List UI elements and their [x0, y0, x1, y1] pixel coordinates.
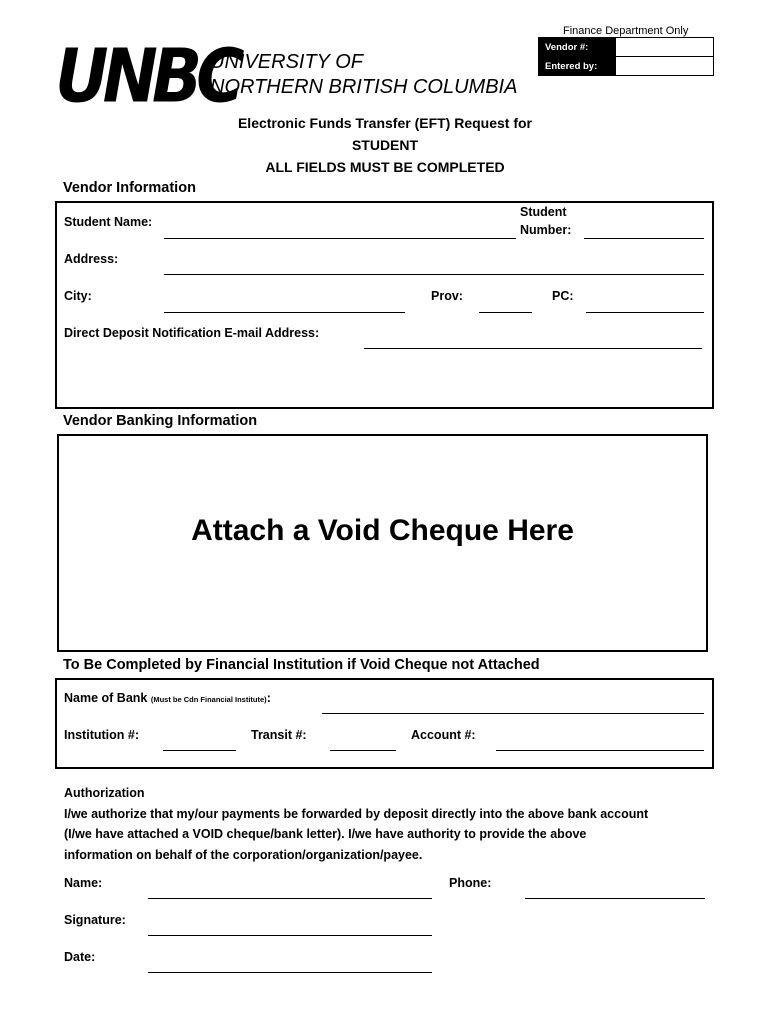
finance-box — [538, 37, 714, 76]
bank-name-label — [64, 691, 271, 705]
university-name-line1: UNIVERSITY OF — [210, 51, 363, 73]
phone-field[interactable] — [525, 898, 705, 899]
pc-label: PC: — [552, 289, 574, 303]
authorization-text-line1: I/we authorize that my/our payments be forwarded by deposit directly into the above bank account — [64, 806, 649, 821]
finance-box-title: Finance Department Only — [563, 25, 689, 37]
signature-field[interactable] — [148, 935, 432, 936]
vendor-number-field[interactable] — [616, 38, 714, 57]
bank-name-label-text: Name of Bank — [64, 691, 148, 705]
form-title-line3: ALL FIELDS MUST BE COMPLETED — [265, 159, 505, 175]
student-number-label-line1: Student — [520, 205, 567, 219]
institution-heading: To Be Completed by Financial Institution if Void Cheque not Attached — [63, 657, 540, 673]
vendor-info-box — [55, 201, 714, 409]
form-title-line1: Electronic Funds Transfer (EFT) Request for — [237, 115, 533, 131]
phone-label: Phone: — [449, 876, 492, 890]
form-title-line2: STUDENT — [351, 137, 419, 153]
void-cheque-text: Attach a Void Cheque Here — [191, 514, 574, 547]
prov-field[interactable] — [479, 312, 532, 313]
student-number-field[interactable] — [584, 238, 704, 239]
name-field[interactable] — [148, 898, 432, 899]
postal-code-field[interactable] — [586, 312, 704, 313]
email-field[interactable] — [364, 348, 702, 349]
transit-number-label: Transit #: — [251, 728, 307, 742]
entered-by-field[interactable] — [616, 57, 714, 76]
date-label: Date: — [64, 950, 96, 964]
vendor-number-label: Vendor #: — [539, 38, 616, 57]
account-number-field[interactable] — [496, 750, 704, 751]
bank-name-colon: : — [266, 691, 271, 705]
city-field[interactable] — [164, 312, 405, 313]
transit-number-field[interactable] — [330, 750, 396, 751]
university-name — [210, 50, 517, 100]
entered-by-label: Entered by: — [539, 57, 616, 76]
prov-label: Prov: — [431, 289, 463, 303]
name-label: Name: — [64, 876, 103, 890]
authorization-block — [64, 783, 724, 865]
authorization-text-line2: (I/we have attached a VOID cheque/bank letter). I/we have authority to provide the above — [64, 827, 587, 841]
student-name-field[interactable] — [164, 238, 516, 239]
city-label: City: — [64, 289, 92, 303]
banking-heading: Vendor Banking Information — [63, 413, 258, 429]
address-field[interactable] — [164, 274, 704, 275]
university-name-line2: NORTHERN BRITISH COLUMBIA — [210, 76, 518, 98]
student-number-label-line2: Number: — [520, 223, 572, 237]
authorization-text-line3: information on behalf of the corporation/organization/payee. — [64, 847, 423, 862]
institution-number-label: Institution #: — [64, 728, 139, 742]
institution-number-field[interactable] — [163, 750, 236, 751]
vendor-info-heading: Vendor Information — [63, 180, 196, 196]
student-name-label: Student Name: — [64, 215, 153, 229]
unbc-logo-mark: UNBC — [55, 33, 239, 120]
bank-name-field[interactable] — [322, 713, 704, 714]
form-title — [0, 112, 770, 178]
signature-label: Signature: — [64, 913, 126, 927]
account-number-label: Account #: — [411, 728, 476, 742]
address-label: Address: — [64, 252, 119, 266]
date-field[interactable] — [148, 972, 432, 973]
bank-name-note: (Must be Cdn Financial Institute) — [150, 695, 267, 704]
authorization-heading: Authorization — [64, 786, 145, 800]
student-number-label — [520, 203, 571, 239]
email-label: Direct Deposit Notification E-mail Address: — [64, 326, 320, 340]
